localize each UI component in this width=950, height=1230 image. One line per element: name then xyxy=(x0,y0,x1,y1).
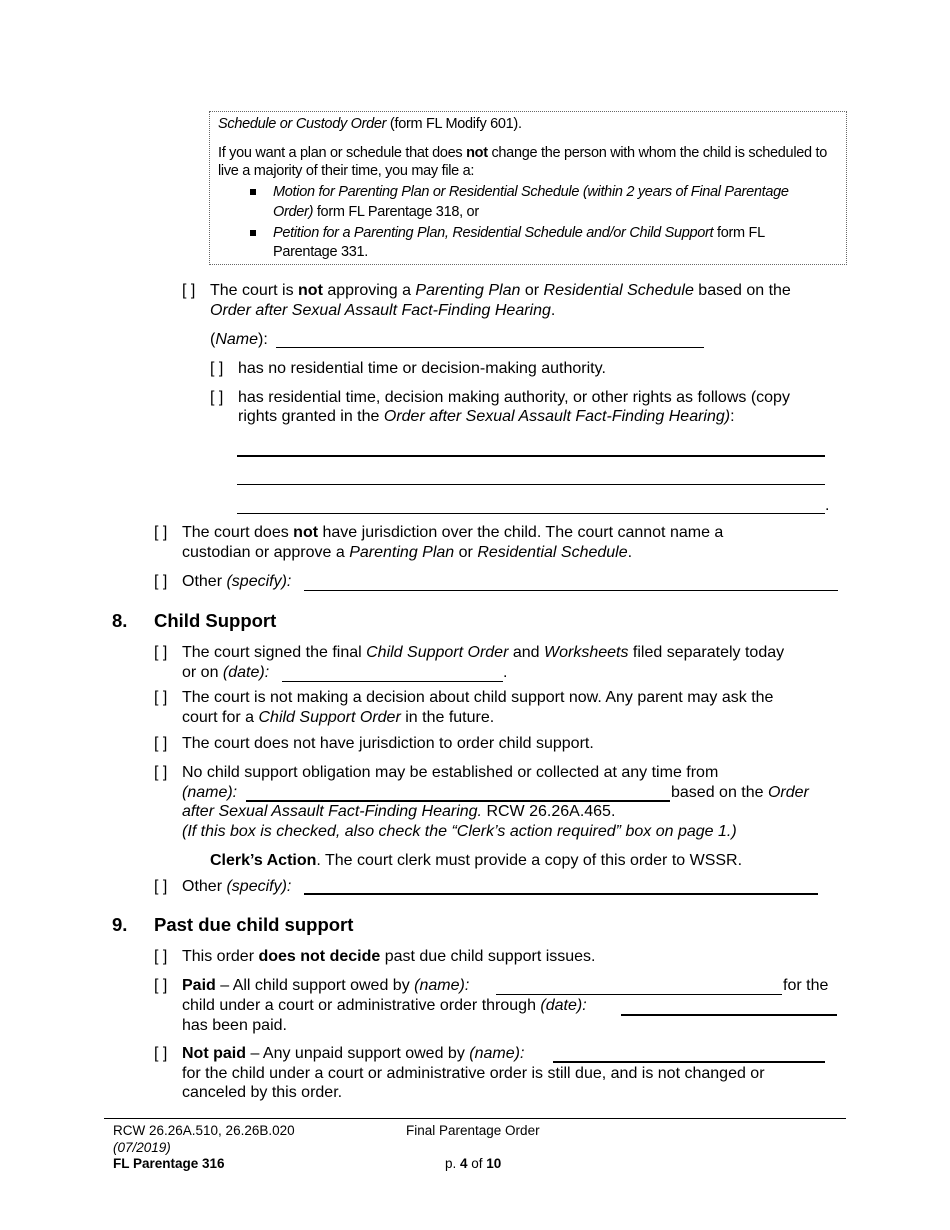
footer-page: p. 4 of 10 xyxy=(445,1156,502,1171)
footer-form: FL Parentage 316 xyxy=(113,1156,225,1171)
checkbox-has-residential[interactable]: [ ] xyxy=(210,389,224,406)
name-label: (Name): xyxy=(210,331,268,348)
no-obligation-name: (name): xyxy=(182,784,238,801)
rights-input-line-1[interactable] xyxy=(237,455,825,457)
section-9-title: Past due child support xyxy=(154,914,354,935)
section-8-number: 8. xyxy=(112,610,128,631)
checkbox-no-decision[interactable]: [ ] xyxy=(154,689,168,706)
paid-name-input-line[interactable] xyxy=(496,994,782,995)
signed-support-text: The court signed the final Child Support Order and Worksheets filed separately today xyxy=(182,644,785,661)
checkbox-no-residential[interactable]: [ ] xyxy=(210,360,224,377)
rights-input-line-3[interactable] xyxy=(237,513,825,514)
no-jurisdiction-text: The court does not have jurisdiction over the child. The court cannot name a xyxy=(182,524,724,541)
rights-input-line-2[interactable] xyxy=(237,484,825,485)
checkbox-not-paid[interactable]: [ ] xyxy=(154,1045,168,1062)
paid-date-input-line[interactable] xyxy=(621,1014,837,1016)
not-paid-text-line2: for the child under a court or administrative order is still due, and is not changed or xyxy=(182,1065,765,1082)
footer-date: (07/2019) xyxy=(113,1140,171,1155)
checkbox-not-approving[interactable]: [ ] xyxy=(182,282,196,299)
footer-rcw: RCW 26.26A.510, 26.26B.020 xyxy=(113,1123,295,1138)
no-decision-text-line2: court for a Child Support Order in the future. xyxy=(182,709,495,726)
other-input-line[interactable] xyxy=(304,590,838,591)
not-paid-text: Not paid – Any unpaid support owed by (name): xyxy=(182,1045,525,1062)
section-8-title: Child Support xyxy=(154,610,277,631)
other-support-label: Other (specify): xyxy=(182,878,292,895)
infobox-line2: If you want a plan or schedule that does not change the person with whom the child is scheduled to xyxy=(218,145,827,161)
paid-text-line2: child under a court or administrative order through (date): xyxy=(182,997,587,1014)
paid-text-line3: has been paid. xyxy=(182,1017,287,1034)
not-paid-name-input-line[interactable] xyxy=(553,1061,825,1063)
no-decision-text: The court is not making a decision about child support now. Any parent may ask the xyxy=(182,689,774,706)
paid-for-the: for the xyxy=(783,977,829,994)
checkbox-other[interactable]: [ ] xyxy=(154,573,168,590)
other-label: Other (specify): xyxy=(182,573,292,590)
signed-support-date: or on (date): xyxy=(182,664,270,681)
section-9-number: 9. xyxy=(112,914,128,935)
bullet-icon xyxy=(250,189,256,195)
not-approving-text: The court is not approving a Parenting Plan or Residential Schedule based on the xyxy=(210,282,791,299)
footer-title: Final Parentage Order xyxy=(406,1123,540,1138)
checkbox-signed-support[interactable]: [ ] xyxy=(154,644,168,661)
infobox-bullet2-cont: Parentage 331. xyxy=(273,244,368,260)
has-residential-text-line2: rights granted in the Order after Sexual Assault Fact-Finding Hearing): xyxy=(238,408,735,425)
checkbox-no-jurisdiction[interactable]: [ ] xyxy=(154,524,168,541)
no-obligation-line3: after Sexual Assault Fact-Finding Hearing. RCW 26.26A.465. xyxy=(182,803,616,820)
name-input-line[interactable] xyxy=(276,347,704,348)
has-residential-text: has residential time, decision making authority, or other rights as follows (copy xyxy=(238,389,790,406)
bullet-icon xyxy=(250,230,256,236)
infobox-line1: Schedule or Custody Order (form FL Modify 601). xyxy=(218,116,522,132)
infobox-bullet1: Motion for Parenting Plan or Residential Schedule (within 2 years of Final Parentage xyxy=(273,184,789,200)
other-support-input-line[interactable] xyxy=(304,893,818,895)
checkbox-no-jurisdiction-support[interactable]: [ ] xyxy=(154,735,168,752)
no-obligation-line4: (If this box is checked, also check the “Clerk’s action required” box on page 1.) xyxy=(182,823,737,840)
no-obligation-text: No child support obligation may be established or collected at any time from xyxy=(182,764,719,781)
paid-text: Paid – All child support owed by (name): xyxy=(182,977,470,994)
not-paid-text-line3: canceled by this order. xyxy=(182,1084,343,1101)
rights-period: . xyxy=(825,497,830,514)
no-residential-text: has no residential time or decision-making authority. xyxy=(238,360,606,377)
no-jurisdiction-support-text: The court does not have jurisdiction to order child support. xyxy=(182,735,594,752)
checkbox-other-support[interactable]: [ ] xyxy=(154,878,168,895)
footer-divider xyxy=(104,1118,846,1119)
not-approving-text-line2: Order after Sexual Assault Fact-Finding Hearing. xyxy=(210,302,556,319)
no-obligation-based: based on the Order xyxy=(671,784,809,801)
checkbox-no-obligation[interactable]: [ ] xyxy=(154,764,168,781)
does-not-decide-text: This order does not decide past due child support issues. xyxy=(182,948,596,965)
infobox-bullet1-cont: Order) form FL Parentage 318, or xyxy=(273,204,479,220)
infobox-bullet2: Petition for a Parenting Plan, Residential Schedule and/or Child Support form FL xyxy=(273,225,765,241)
checkbox-paid[interactable]: [ ] xyxy=(154,977,168,994)
no-jurisdiction-text-line2: custodian or approve a Parenting Plan or Residential Schedule. xyxy=(182,544,633,561)
date-period: . xyxy=(503,664,508,681)
date-input-line[interactable] xyxy=(282,681,503,682)
clerks-action: Clerk’s Action. The court clerk must provide a copy of this order to WSSR. xyxy=(210,852,743,869)
checkbox-does-not-decide[interactable]: [ ] xyxy=(154,948,168,965)
infobox-line3: live a majority of their time, you may file a: xyxy=(218,163,475,179)
